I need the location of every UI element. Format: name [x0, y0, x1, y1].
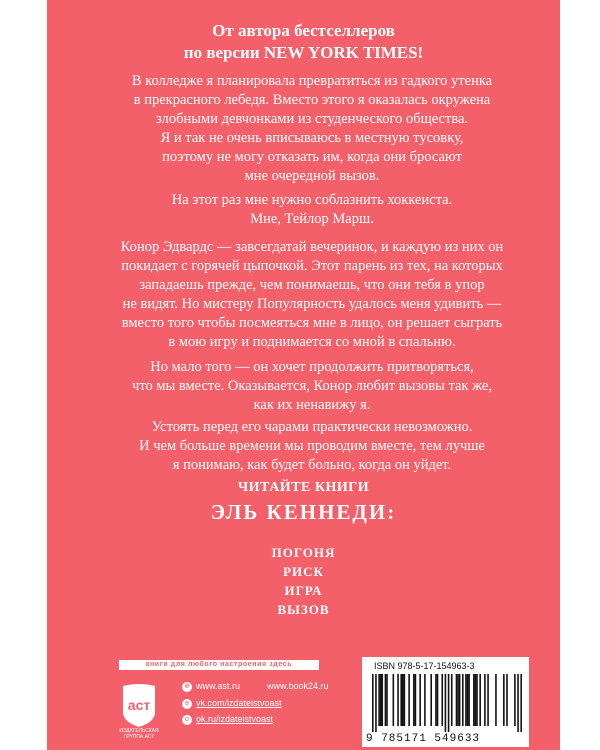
barcode-bar — [386, 674, 388, 726]
barcode-bar — [467, 674, 469, 726]
barcode-bar — [495, 674, 497, 726]
text-line: покидает с горячей цыпочкой. Этот парень из тех, на которых — [121, 258, 503, 274]
publisher-logo — [119, 682, 159, 728]
barcode-bar — [451, 674, 453, 726]
barcode-bar — [445, 674, 447, 732]
read-books-heading: ЧИТАЙТЕ КНИГИ — [237, 480, 370, 495]
text-line: вместо того чтобы посмеяться мне в лицо, он решает сыграть — [121, 315, 503, 331]
barcode-bar — [378, 674, 380, 726]
text-line: Я и так не очень вписываюсь в местную тусовку, — [160, 130, 464, 146]
barcode-bar — [441, 674, 443, 726]
barcode-bar — [430, 674, 432, 726]
barcode-bar — [381, 674, 383, 726]
book-title-1: ПОГОНЯ — [271, 545, 336, 560]
book-title-3: ИГРА — [284, 583, 323, 598]
barcode-bar — [372, 674, 374, 732]
barcode-bar — [456, 674, 458, 726]
synopsis-paragraph-3 — [102, 238, 522, 352]
barcode-bar — [457, 674, 459, 726]
globe-icon: ⊕ — [182, 682, 192, 692]
barcode-bar — [468, 674, 470, 726]
tagline-line-2: по версии NEW YORK TIMES! — [183, 43, 424, 62]
barcode-bar — [503, 674, 505, 726]
barcode-bar — [448, 674, 450, 732]
barcode-bar — [413, 674, 415, 726]
synopsis-paragraph-2 — [102, 191, 522, 229]
barcode-bar — [375, 674, 377, 732]
text-line: злобными девчонками из студенческого общества. — [155, 111, 469, 127]
author-name: ЭЛЬ КЕННЕДИ: — [210, 500, 397, 524]
text-line: Мне, Тейлор Марш. — [250, 211, 374, 227]
tagline-line-1: От автора бестселлеров — [212, 21, 395, 40]
barcode-bar — [437, 674, 439, 726]
text-line: не видят. Но мистеру Популярность удалось меня удивить — — [122, 296, 502, 312]
vk-link[interactable]: vk.com/izdateistvoast — [196, 698, 282, 708]
barcode-bar — [520, 674, 522, 732]
barcode-bar — [473, 674, 475, 726]
site-link-1[interactable]: www.ast.ru — [196, 681, 241, 691]
synopsis-paragraph-4 — [102, 358, 522, 415]
barcode-bar — [487, 674, 489, 726]
text-line: На этот раз мне нужно соблазнить хоккеиста. — [171, 192, 453, 208]
text-line: в прекрасного лебедя. Вместо этого я оказалась окружена — [133, 92, 491, 108]
synopsis-paragraph-1 — [102, 72, 522, 186]
barcode-bar — [459, 674, 461, 726]
site-link-2-row[interactable] — [267, 680, 329, 692]
barcode-bar — [424, 674, 426, 726]
back-cover — [47, 0, 560, 750]
synopsis-paragraph-5 — [102, 418, 522, 475]
barcode-bar — [462, 674, 464, 726]
text-line: Устоять перед его чарами практически невозможно. — [151, 419, 473, 435]
publisher-logo-text: аст — [127, 697, 151, 713]
text-line: поэтому не могу отказать им, когда они бросают — [162, 149, 462, 165]
vk-icon: в — [182, 699, 192, 709]
barcode-bar — [393, 674, 395, 726]
text-line: западаешь прежде, чем понимаешь, что они тебя в упор — [139, 277, 485, 293]
slogan-bar: книги для любого настроения здесь — [119, 660, 319, 670]
barcode-bar — [397, 674, 399, 726]
barcode-bar — [419, 674, 421, 726]
tagline — [47, 20, 560, 64]
book-title-4: ВЫЗОВ — [277, 602, 330, 617]
barcode-bar — [380, 674, 382, 726]
barcode-bar — [408, 674, 410, 726]
barcode-bar — [479, 674, 481, 726]
text-line: И чем больше времени мы проводим вместе, тем лучше — [139, 438, 485, 454]
footer — [47, 652, 560, 750]
site-link-2[interactable]: www.book24.ru — [267, 681, 329, 691]
barcode-bar — [484, 674, 486, 726]
barcode-bar — [506, 674, 508, 726]
barcode-bar — [415, 674, 417, 726]
text-line: Конор Эдвардс — завсегдатай вечеринок, и каждую из них он — [120, 239, 504, 255]
publisher-caption: ИЗДАТЕЛЬСКАЯ ГРУППА АСТ — [119, 728, 159, 740]
barcode-digits: 9 785171 549633 — [366, 733, 481, 745]
barcode-bar — [514, 674, 516, 726]
barcode-bar — [400, 674, 402, 726]
text-line: В колледже я планировала превратиться из гадкого утенка — [131, 73, 493, 89]
ok-link[interactable]: ok.ru/izdateistvoast — [196, 714, 274, 724]
text-line: как их ненавижу я. — [253, 397, 371, 413]
text-line: в мою игру и поднимается со мной в спальню. — [168, 334, 456, 350]
vk-link-row[interactable] — [182, 697, 282, 709]
barcode-bar — [385, 674, 387, 726]
text-line: я понимаю, как будет больно, когда он уйдет. — [172, 457, 452, 473]
site-link-1-row[interactable] — [182, 680, 240, 692]
text-line: мне очередной вызов. — [244, 168, 380, 184]
barcode-bar — [404, 674, 406, 726]
barcode-bar — [475, 674, 477, 726]
text-line: что мы вместе. Оказывается, Конор любит вызовы так же, — [132, 378, 492, 394]
barcode-bar — [435, 674, 437, 726]
barcode-bars — [372, 674, 522, 732]
barcode-bar — [476, 674, 478, 726]
ok-link-row[interactable] — [182, 713, 273, 725]
isbn-number: ISBN 978-5-17-154963-3 — [374, 661, 475, 671]
isbn-barcode — [362, 657, 529, 747]
text-line: Но мало того — он хочет продолжить притворяться, — [150, 359, 474, 375]
barcode-bar — [517, 674, 519, 732]
ok-icon: о — [182, 715, 192, 725]
publisher-links — [182, 680, 352, 730]
barcode-bar — [465, 674, 467, 726]
book-title-2: РИСК — [283, 564, 324, 579]
barcode-bar — [402, 674, 404, 726]
